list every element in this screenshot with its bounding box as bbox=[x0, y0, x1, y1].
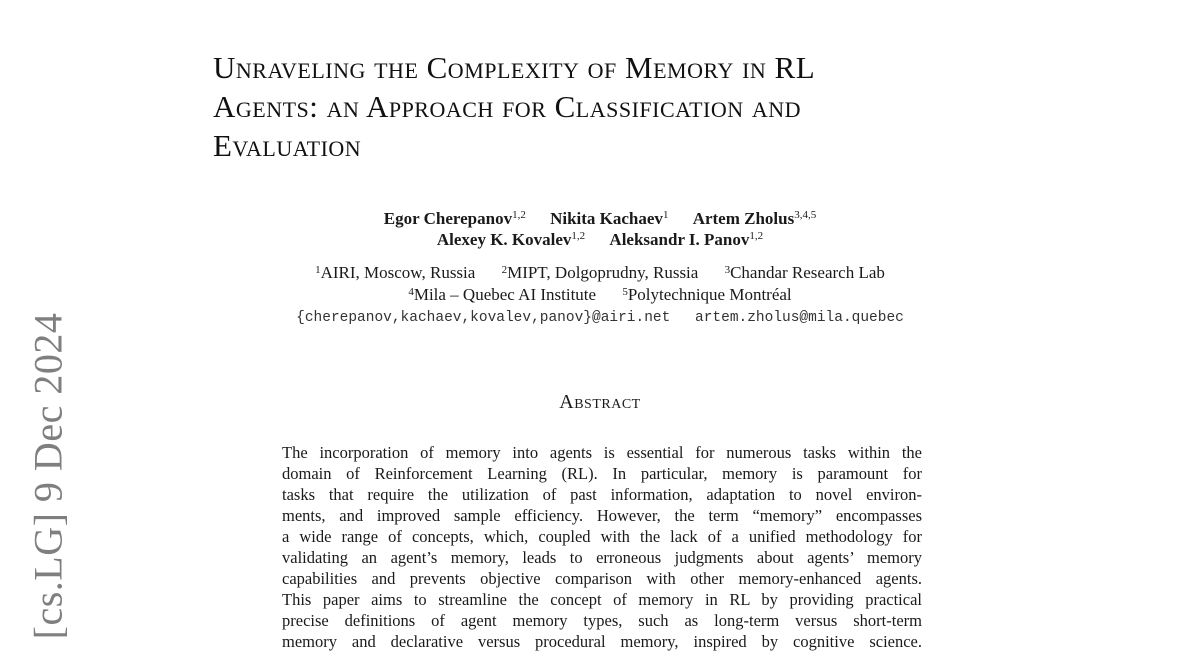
abstract-line: ments, and improved sample efficiency. However, the term “memory” encompasses bbox=[282, 506, 922, 525]
title-line: Evaluation bbox=[213, 128, 362, 163]
author-row bbox=[200, 229, 1000, 250]
affiliation-number: 3 bbox=[724, 264, 731, 276]
author-affiliation-marker: 1,2 bbox=[512, 209, 526, 221]
abstract-line: memory and declarative versus procedural memory, inspired by cognitive science. bbox=[282, 632, 922, 651]
abstract-line: validating an agent’s memory, leads to erroneous judgments about agents’ memory bbox=[282, 548, 922, 567]
author-affiliation-marker: 3,4,5 bbox=[794, 209, 817, 221]
author bbox=[550, 208, 668, 229]
abstract-body bbox=[282, 442, 922, 652]
author-affiliation-marker: 1 bbox=[662, 209, 669, 221]
author-name: Nikita Kachaev bbox=[550, 209, 663, 228]
title-line: Agents: an Approach for Classification and bbox=[213, 89, 802, 124]
author-name: Artem Zholus bbox=[692, 209, 795, 228]
affiliation-text: AIRI, Moscow, Russia bbox=[320, 263, 476, 282]
affiliation-number: 5 bbox=[622, 286, 628, 298]
abstract-line: The incorporation of memory into agents is essential for numerous tasks within the bbox=[282, 443, 922, 462]
author bbox=[609, 229, 763, 250]
title-line: Unraveling the Complexity of Memory in RL bbox=[213, 50, 816, 85]
affiliation-text: Chandar Research Lab bbox=[730, 263, 885, 282]
affiliation-number: 2 bbox=[501, 264, 508, 276]
affiliation-text: Mila – Quebec AI Institute bbox=[413, 285, 597, 304]
abstract-line: domain of Reinforcement Learning (RL). In particular, memory is paramount for bbox=[282, 464, 922, 483]
author-name: Aleksandr I. Panov bbox=[609, 230, 750, 249]
affiliation bbox=[408, 284, 596, 306]
paper-title bbox=[213, 48, 1003, 165]
affiliation-row bbox=[200, 284, 1000, 306]
affiliation-text: Polytechnique Montréal bbox=[627, 285, 792, 304]
affiliation-row bbox=[200, 262, 1000, 284]
abstract-line: a wide range of concepts, which, coupled with the lack of a unified methodology for bbox=[282, 527, 922, 546]
email-address[interactable]: artem.zholus@mila.quebec bbox=[695, 310, 904, 326]
affiliation-text: MIPT, Dolgoprudny, Russia bbox=[507, 263, 699, 282]
affiliation-number: 1 bbox=[315, 264, 321, 276]
email-address[interactable]: {cherepanov,kachaev,kovalev,panov}@airi.net bbox=[296, 310, 671, 326]
affiliation bbox=[502, 262, 699, 284]
abstract-line: This paper aims to streamline the concept of memory in RL by providing practical bbox=[282, 590, 922, 609]
author bbox=[437, 229, 585, 250]
author-list bbox=[200, 208, 1000, 250]
affiliation bbox=[725, 262, 885, 284]
abstract-heading: Abstract bbox=[559, 391, 641, 413]
author-name: Alexey K. Kovalev bbox=[436, 230, 572, 249]
email-row bbox=[200, 310, 1000, 326]
arxiv-side-stamp: [cs.LG] 9 Dec 2024 bbox=[25, 312, 71, 640]
author bbox=[693, 208, 817, 229]
abstract-line: precise definitions of agent memory types, such as long-term versus short-term bbox=[282, 611, 922, 630]
affiliation bbox=[622, 284, 791, 306]
author-name: Egor Cherepanov bbox=[383, 209, 513, 228]
author-affiliation-marker: 1,2 bbox=[571, 230, 586, 242]
author-row bbox=[200, 208, 1000, 229]
author bbox=[384, 208, 526, 229]
abstract-line: tasks that require the utilization of past information, adaptation to novel environ- bbox=[282, 485, 922, 504]
affiliation-number: 4 bbox=[408, 286, 414, 298]
affiliation bbox=[315, 262, 475, 284]
affiliation-list bbox=[200, 262, 1000, 306]
author-affiliation-marker: 1,2 bbox=[749, 230, 764, 242]
abstract-line: capabilities and prevents objective comparison with other memory-enhanced agents. bbox=[282, 569, 922, 588]
